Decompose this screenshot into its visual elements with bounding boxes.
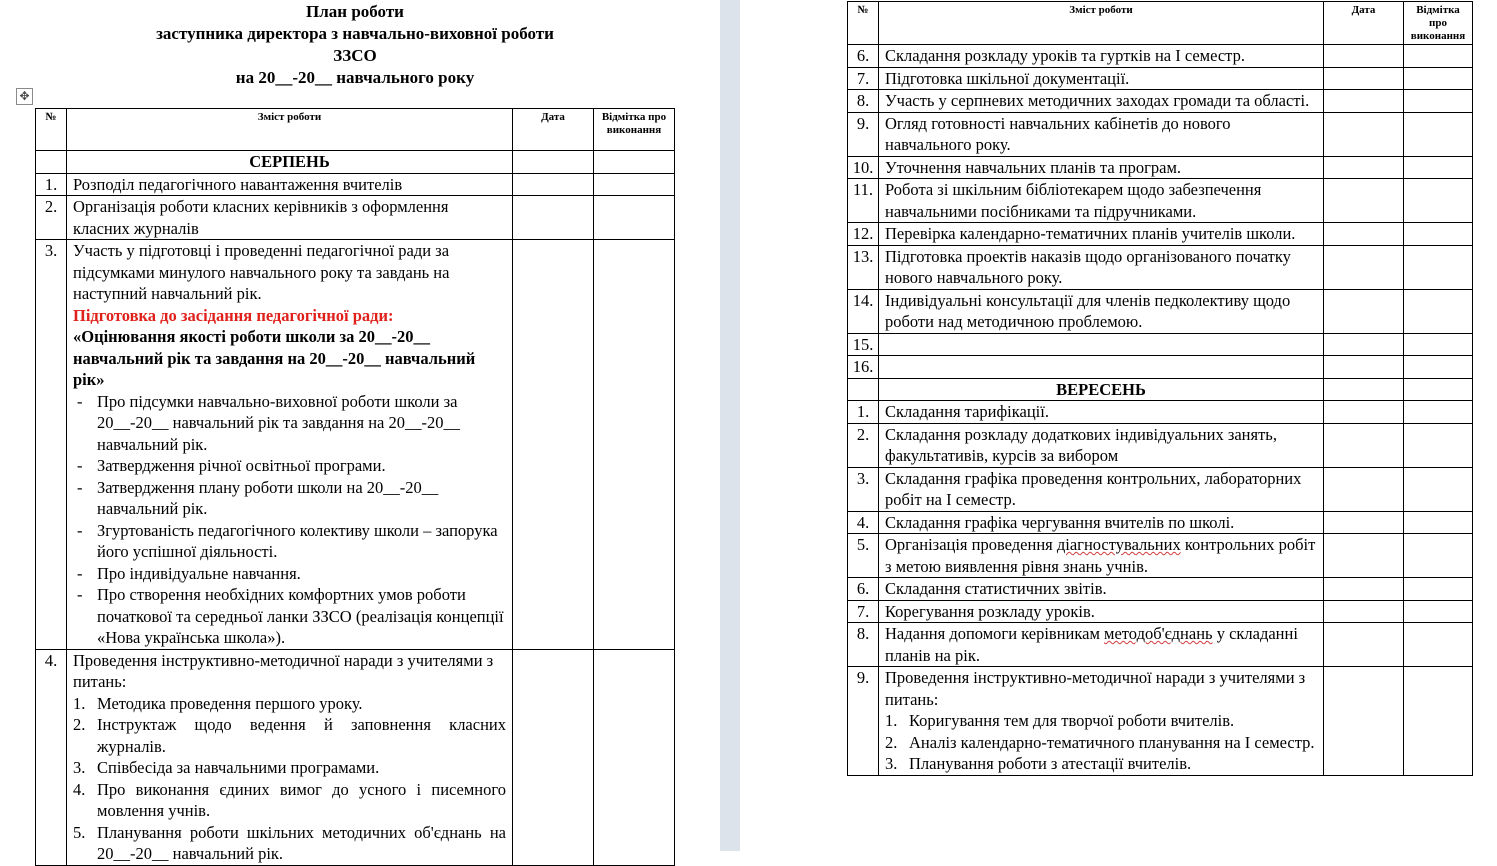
pedagogical-council-prep-label: Підготовка до засідання педагогічної ради: — [73, 305, 394, 325]
row-mark[interactable] — [1404, 578, 1473, 601]
meeting-topics-list — [885, 710, 1317, 775]
list-item: - Про створення необхідних комфортних умов роботи початкової та середньої ланки ЗЗСО (реалізація концепції «Нова українська школа»). — [73, 584, 506, 649]
row-number: 3. — [848, 467, 879, 511]
row-content[interactable]: Огляд готовності навчальних кабінетів до нового навчального року. — [879, 112, 1324, 156]
table-row[interactable] — [848, 578, 1473, 601]
row-number: 6. — [848, 578, 879, 601]
row-number: 16. — [848, 356, 879, 379]
row-date[interactable] — [1324, 623, 1404, 667]
row-number: 3. — [36, 240, 67, 650]
row-mark[interactable] — [594, 649, 675, 865]
row-date[interactable] — [1324, 356, 1404, 379]
list-item: 2. Інструктаж щодо ведення й заповнення класних журналів. — [73, 715, 506, 756]
spellcheck-flagged-word[interactable]: методоб'єднань — [1104, 624, 1213, 643]
row-date[interactable] — [1324, 600, 1404, 623]
list-item: 1. Коригування тем для творчої роботи вчителів. — [885, 711, 1235, 730]
row-content[interactable]: Підготовка проектів наказів щодо організованого початку нового навчального року. — [879, 245, 1324, 289]
table-row[interactable] — [848, 333, 1473, 356]
row-content[interactable]: Складання тарифікації. — [879, 401, 1324, 424]
col-header-content: Зміст роботи — [879, 2, 1324, 45]
move-arrows-icon[interactable]: ✥ — [16, 88, 33, 105]
row-intro-text: Участь у підготовці і проведенні педагогічної ради за підсумками минулого навчального року та завдань на наступний навчальний рік. — [73, 241, 450, 303]
row-number: 1. — [36, 173, 67, 196]
col-header-content: Зміст роботи — [67, 109, 513, 151]
row-number: 4. — [848, 511, 879, 534]
table-row[interactable] — [36, 649, 675, 865]
row-mark[interactable] — [1404, 333, 1473, 356]
row-date[interactable] — [1324, 112, 1404, 156]
row-date[interactable] — [1324, 333, 1404, 356]
row-number: 10. — [848, 156, 879, 179]
row-content[interactable]: Організація проведення діагностувальних контрольних робіт з метою виявлення рівня знань учнів. — [879, 534, 1324, 578]
table-row[interactable] — [848, 90, 1473, 113]
col-header-num: № — [848, 2, 879, 45]
row-mark[interactable] — [594, 240, 675, 650]
list-item: 1. Методика проведення першого уроку. — [73, 693, 363, 713]
row-mark[interactable] — [1404, 600, 1473, 623]
row-number: 4. — [36, 649, 67, 865]
row-content[interactable]: Складання графіка проведення контрольних, лабораторних робіт на І семестр. — [879, 467, 1324, 511]
row-date[interactable] — [1324, 45, 1404, 68]
doc-title-line-2: заступника директора з навчально-виховної роботи — [156, 24, 554, 43]
row-number: 9. — [848, 112, 879, 156]
row-mark[interactable] — [1404, 90, 1473, 113]
row-content[interactable] — [879, 667, 1324, 776]
list-item: 5. Планування роботи шкільних методичних об'єднань на 20__-20__ навчальний рік. — [73, 822, 506, 863]
row-number: 5. — [848, 534, 879, 578]
row-content[interactable]: Перевірка календарно-тематичних планів учителів школи. — [879, 223, 1324, 246]
row-mark[interactable] — [1404, 156, 1473, 179]
list-item: - Про індивідуальне навчання. — [73, 563, 506, 585]
row-content[interactable] — [67, 240, 513, 650]
row-mark[interactable] — [1404, 623, 1473, 667]
page-gutter — [720, 0, 740, 851]
list-item: 2. Аналіз календарно-тематичного планування на І семестр. — [885, 732, 1315, 752]
row-content[interactable]: Уточнення навчальних планів та програм. — [879, 156, 1324, 179]
row-intro-text: Проведення інструктивно-методичної наради з учителями з питань: — [885, 668, 1306, 709]
row-mark[interactable] — [1404, 667, 1473, 776]
spellcheck-flagged-word[interactable]: діагностувальних — [1056, 535, 1181, 554]
row-date[interactable] — [1324, 90, 1404, 113]
row-mark[interactable] — [1404, 45, 1473, 68]
row-number: 2. — [848, 423, 879, 467]
row-intro-text: Проведення інструктивно-методичної наради з учителями з питань: — [73, 650, 494, 691]
table-row[interactable] — [848, 67, 1473, 90]
row-mark[interactable] — [1404, 467, 1473, 511]
row-date[interactable] — [1324, 245, 1404, 289]
row-content[interactable]: Складання розкладу уроків та гуртків на І семестр. — [879, 45, 1324, 68]
row-content[interactable]: Індивідуальні консультації для членів педколективу щодо роботи над методичною проблемою. — [879, 289, 1324, 333]
work-plan-table-left — [35, 108, 675, 866]
list-item: 3. Співбесіда за навчальними програмами. — [73, 758, 380, 777]
month-row-august — [36, 151, 675, 174]
row-number: 8. — [848, 90, 879, 113]
row-mark[interactable] — [1404, 67, 1473, 90]
month-label: СЕРПЕНЬ — [67, 151, 513, 174]
row-mark[interactable] — [1404, 356, 1473, 379]
doc-title-line-3: ЗЗСО — [333, 46, 377, 65]
row-mark[interactable] — [594, 173, 675, 196]
doc-title-line-1: План роботи — [306, 2, 404, 21]
row-date[interactable] — [1324, 667, 1404, 776]
row-date[interactable] — [1324, 223, 1404, 246]
doc-title-line-4: на 20__-20__ навчального року — [235, 68, 475, 87]
row-date[interactable] — [1324, 467, 1404, 511]
row-mark[interactable] — [1404, 223, 1473, 246]
row-number: 13. — [848, 245, 879, 289]
table-row[interactable] — [848, 356, 1473, 379]
table-header-row — [848, 2, 1473, 45]
row-content[interactable]: Розподіл педагогічного навантаження вчителів — [67, 173, 513, 196]
document-page-left — [0, 0, 720, 863]
row-content[interactable]: Надання допомоги керівникам методоб'єднань у складанні планів на рік. — [879, 623, 1324, 667]
row-date[interactable] — [513, 196, 594, 240]
row-mark[interactable] — [1404, 534, 1473, 578]
row-date[interactable] — [513, 240, 594, 650]
row-number: 6. — [848, 45, 879, 68]
col-header-mark: Відмітка про виконання — [1404, 2, 1473, 45]
row-date[interactable] — [1324, 511, 1404, 534]
row-number: 12. — [848, 223, 879, 246]
row-mark[interactable] — [1404, 112, 1473, 156]
table-row[interactable] — [848, 45, 1473, 68]
table-row[interactable] — [848, 623, 1473, 667]
row-number: 14. — [848, 289, 879, 333]
row-content[interactable]: Складання графіка чергування вчителів по школі. — [879, 511, 1324, 534]
agenda-list — [73, 391, 506, 649]
row-mark[interactable] — [1404, 289, 1473, 333]
row-number: 7. — [848, 600, 879, 623]
table-row[interactable] — [848, 511, 1473, 534]
list-item: - Затвердження плану роботи школи на 20__-20__ навчальний рік. — [73, 477, 506, 520]
row-number: 1. — [848, 401, 879, 424]
row-date[interactable] — [1324, 156, 1404, 179]
table-row[interactable] — [848, 401, 1473, 424]
col-header-date: Дата — [513, 109, 594, 151]
row-number: 2. — [36, 196, 67, 240]
meeting-topics-list — [73, 693, 506, 865]
list-item: - Згуртованість педагогічного колективу школи – запорука його успішної діяльності. — [73, 520, 506, 563]
row-date[interactable] — [1324, 401, 1404, 424]
row-mark[interactable] — [1404, 423, 1473, 467]
row-content[interactable]: Підготовка шкільної документації. — [879, 67, 1324, 90]
table-row[interactable] — [848, 534, 1473, 578]
table-row[interactable] — [848, 600, 1473, 623]
table-row[interactable] — [848, 423, 1473, 467]
month-row-september — [848, 378, 1473, 401]
table-row[interactable] — [36, 173, 675, 196]
row-number: 8. — [848, 623, 879, 667]
table-row[interactable] — [848, 667, 1473, 776]
table-row[interactable] — [848, 179, 1473, 223]
table-row[interactable] — [36, 240, 675, 650]
table-row[interactable] — [848, 156, 1473, 179]
row-content[interactable]: Складання статистичних звітів. — [879, 578, 1324, 601]
row-date[interactable] — [1324, 67, 1404, 90]
row-number: 11. — [848, 179, 879, 223]
table-row[interactable] — [848, 223, 1473, 246]
month-label: ВЕРЕСЕНЬ — [879, 378, 1324, 401]
col-header-date: Дата — [1324, 2, 1404, 45]
col-header-num: № — [36, 109, 67, 151]
row-content[interactable]: Складання розкладу додаткових індивідуальних занять, факультативів, курсів за вибором — [879, 423, 1324, 467]
row-date[interactable] — [1324, 578, 1404, 601]
table-row[interactable] — [36, 196, 675, 240]
row-number: 9. — [848, 667, 879, 776]
row-content[interactable] — [67, 649, 513, 865]
row-mark[interactable] — [594, 196, 675, 240]
table-row[interactable] — [848, 467, 1473, 511]
row-date[interactable] — [1324, 423, 1404, 467]
list-item: - Про підсумки навчально-виховної роботи школи за 20__-20__ навчальний рік та завдання на 20__-20__ навчальний рік. — [73, 391, 506, 456]
list-item: 3. Планування роботи з атестації вчителів. — [885, 754, 1192, 773]
col-header-mark: Відмітка про виконання — [594, 109, 675, 151]
row-content[interactable] — [879, 333, 1324, 356]
document-page-right — [740, 0, 1497, 851]
row-date[interactable] — [1324, 289, 1404, 333]
row-date[interactable] — [1324, 179, 1404, 223]
row-date[interactable] — [1324, 534, 1404, 578]
table-header-row — [36, 109, 675, 151]
row-mark[interactable] — [1404, 245, 1473, 289]
table-row[interactable] — [848, 112, 1473, 156]
row-mark[interactable] — [1404, 511, 1473, 534]
work-plan-table-right — [847, 1, 1473, 776]
row-content[interactable]: Корегування розкладу уроків. — [879, 600, 1324, 623]
council-topic: «Оцінювання якості роботи школи за 20__-20__ навчальний рік та завдання на 20__-20__ навчальний рік» — [73, 327, 476, 389]
table-row[interactable] — [848, 245, 1473, 289]
row-mark[interactable] — [1404, 179, 1473, 223]
list-item: 4. Про виконання єдиних вимог до усного і писемного мовлення учнів. — [73, 779, 506, 820]
row-content[interactable]: Робота зі шкільним бібліотекарем щодо забезпечення навчальними посібниками та підручниками. — [879, 179, 1324, 223]
row-mark[interactable] — [1404, 401, 1473, 424]
row-date[interactable] — [513, 173, 594, 196]
list-item: - Затвердження річної освітньої програми. — [73, 455, 506, 477]
row-date[interactable] — [513, 649, 594, 865]
row-content[interactable] — [879, 356, 1324, 379]
table-row[interactable] — [848, 289, 1473, 333]
row-number: 7. — [848, 67, 879, 90]
row-number: 15. — [848, 333, 879, 356]
row-content[interactable]: Участь у серпневих методичних заходах громади та області. — [879, 90, 1324, 113]
row-content[interactable]: Організація роботи класних керівників з оформлення класних журналів — [67, 196, 513, 240]
